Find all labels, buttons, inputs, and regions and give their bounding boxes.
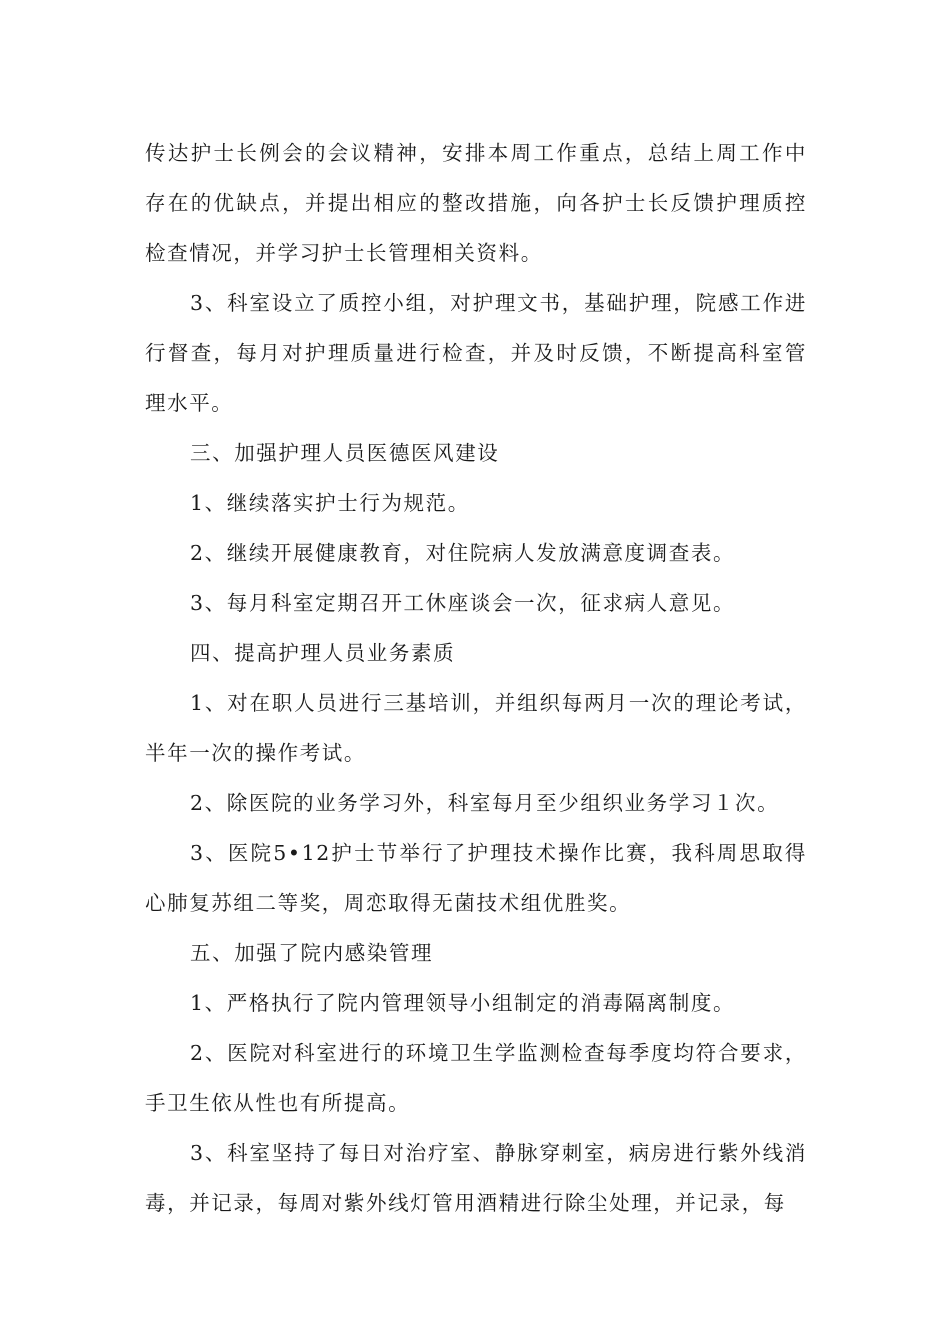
paragraph-13: 2、医院对科室进行的环境卫生学监测检查每季度均符合要求，手卫生依从性也有所提高。: [145, 1041, 807, 1115]
document-body: [145, 128, 807, 1228]
section-heading-5: 五、加强了院内感染管理: [190, 941, 434, 965]
section-heading-4: 四、提高护理人员业务素质: [190, 641, 456, 665]
paragraph-4: 1、继续落实护士行为规范。: [190, 491, 470, 515]
paragraph-5: 2、继续开展健康教育，对住院病人发放满意度调查表。: [190, 541, 736, 565]
paragraph-1: 传达护士长例会的会议精神，安排本周工作重点，总结上周工作中存在的优缺点，并提出相应的整改措施，向各护士长反馈护理质控检查情况，并学习护士长管理相关资料。: [145, 141, 807, 265]
section-heading-3: 三、加强护理人员医德医风建设: [190, 441, 500, 465]
paragraph-14: 3、科室坚持了每日对治疗室、静脉穿刺室，病房进行紫外线消毒，并记录，每周对紫外线灯管用酒精进行除尘处理，并记录，每: [145, 1141, 807, 1215]
paragraph-2: 3、科室设立了质控小组，对护理文书，基础护理，院感工作进行督查，每月对护理质量进行检查，并及时反馈，不断提高科室管理水平。: [145, 291, 807, 415]
paragraph-9: 2、除医院的业务学习外，科室每月至少组织业务学习１次。: [190, 791, 780, 815]
paragraph-12: 1、严格执行了院内管理领导小组制定的消毒隔离制度。: [190, 991, 736, 1015]
paragraph-8: 1、对在职人员进行三基培训，并组织每两月一次的理论考试，半年一次的操作考试。: [145, 691, 807, 765]
paragraph-6: 3、每月科室定期召开工休座谈会一次，征求病人意见。: [190, 591, 736, 615]
paragraph-10: 3、医院5•12护士节举行了护理技术操作比赛，我科周思取得心肺复苏组二等奖，周恋取得无菌技术组优胜奖。: [145, 841, 807, 915]
